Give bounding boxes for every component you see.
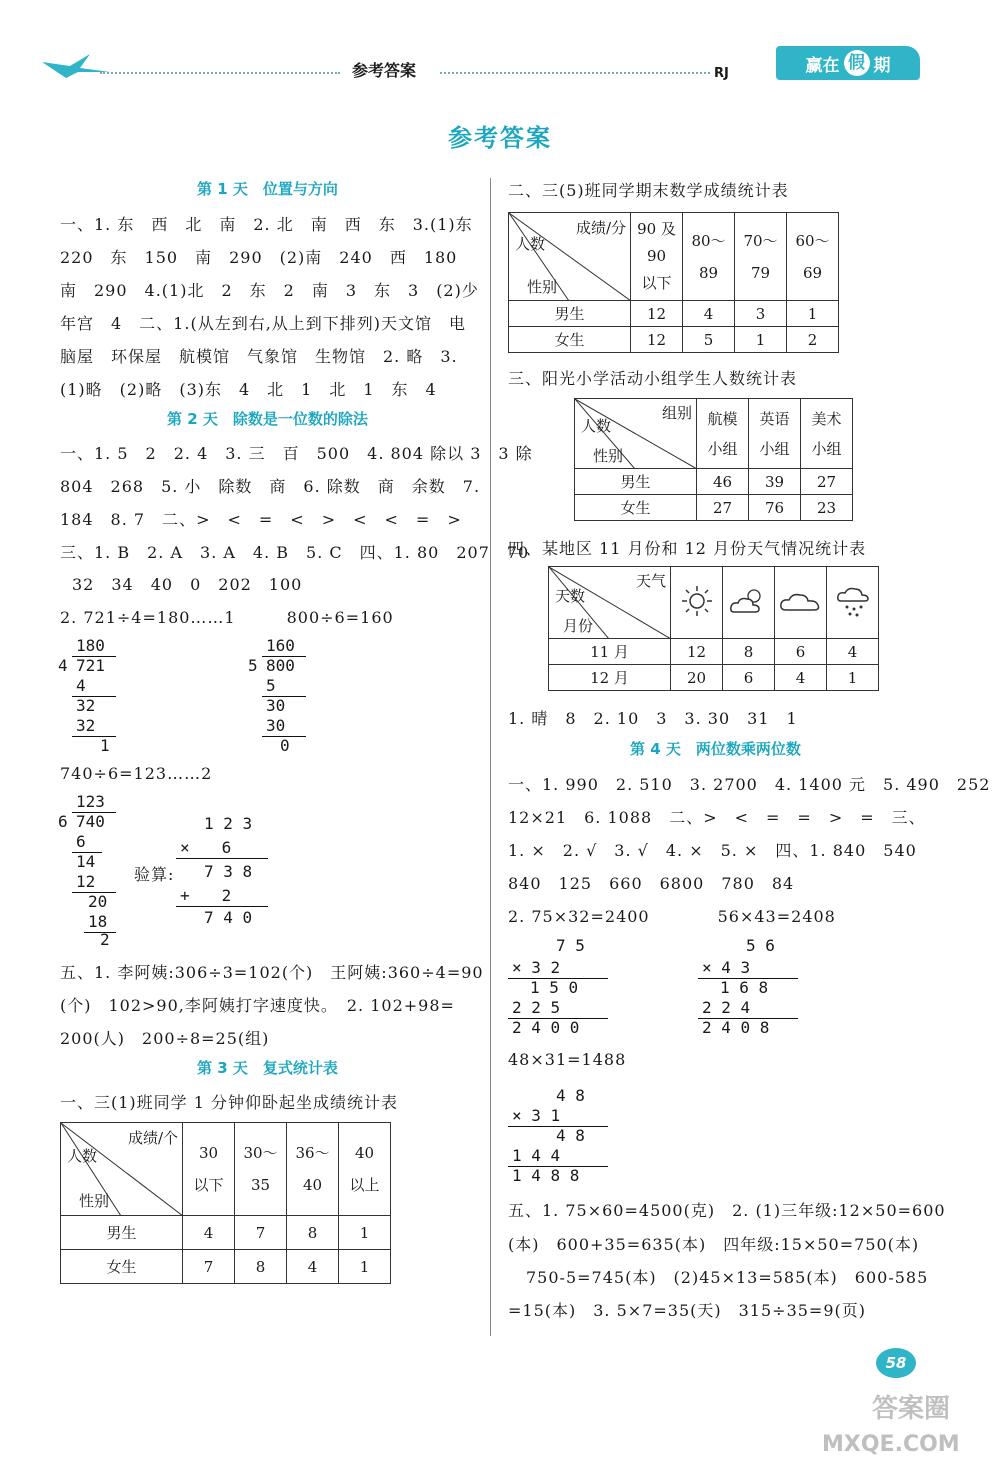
day1-line: (1)略 (2)略 (3)东 4 北 1 北 1 东 4 <box>60 380 437 399</box>
day2-p5-line: 200(人) 200÷8=25(组) <box>60 1029 270 1048</box>
col-header: 90 及 90 以下 <box>631 213 683 301</box>
cell: 8 <box>723 639 775 665</box>
table-row <box>575 469 853 495</box>
day1-line: 一、1. 东 西 北 南 2. 北 南 西 东 3.(1)东 <box>60 215 473 234</box>
diag-top: 天气 <box>635 572 666 590</box>
cell: 6 <box>723 665 775 691</box>
mult-line: 1 4 4 <box>512 1146 561 1165</box>
diag-mid: 天数 <box>555 587 586 605</box>
cell: 12 <box>631 327 683 353</box>
header-rule-left <box>100 72 340 74</box>
table-row <box>509 301 839 327</box>
page-title: 参考答案 <box>448 124 552 152</box>
day4-line: 12×21 6. 1088 二、> < = = > = 三、 <box>508 808 926 827</box>
division-step: 12 <box>76 872 96 891</box>
col-header: 30～ 35 <box>235 1123 287 1216</box>
watermark-url: MXQE.COM <box>822 1432 960 1457</box>
mult-line: × 3 1 <box>512 1106 561 1125</box>
check-line: 1 2 3 <box>204 814 253 833</box>
cell: 4 <box>683 301 735 327</box>
mult-line: 2 2 5 <box>512 998 561 1017</box>
cell: 39 <box>749 469 801 495</box>
cell: 8 <box>287 1216 339 1250</box>
cell: 27 <box>801 469 853 495</box>
table1-situps <box>60 1122 391 1284</box>
day4-p5-line: 五、1. 75×60=4500(克) 2. (1)三年级:12×50=600 <box>508 1201 946 1220</box>
table-row <box>549 665 879 691</box>
cell: 4 <box>775 665 827 691</box>
col-header: 60～ 69 <box>787 213 839 301</box>
cell: 4 <box>827 639 879 665</box>
day2-line: 三、1. B 2. A 3. A 4. B 5. C 四、1. 80 207 70 <box>60 543 530 562</box>
table3-activity-groups <box>574 398 853 521</box>
day4-p5-line: (本) 600+35=635(本) 四年级:15×50=750(本) <box>508 1235 920 1254</box>
day2-p5-line: 五、1. 李阿姨:306÷3=102(个) 王阿姨:360÷4=90 <box>60 963 484 982</box>
division-dividend: 800 <box>266 656 295 675</box>
table-row <box>509 327 839 353</box>
edition-label: RJ <box>714 66 729 81</box>
table4-title: 四、某地区 11 月份和 12 月份天气情况统计表 <box>508 539 867 558</box>
col-header: 英语 小组 <box>749 399 801 469</box>
header-title: 参考答案 <box>352 61 417 80</box>
division-step: 6 <box>76 832 86 851</box>
cell: 12 <box>671 639 723 665</box>
bird-logo-icon <box>40 48 120 80</box>
column-divider <box>490 178 491 1336</box>
row-label: 男生 <box>509 301 631 327</box>
col-header: 30 以下 <box>183 1123 235 1216</box>
check-line: 7 3 8 <box>204 862 253 881</box>
mult-equation: 48×31=1488 <box>508 1050 627 1069</box>
day4-line: 840 125 660 6800 780 84 <box>508 874 795 893</box>
cell: 4 <box>183 1216 235 1250</box>
table-row <box>61 1216 391 1250</box>
cell: 7 <box>183 1250 235 1284</box>
cell: 76 <box>749 495 801 521</box>
row-label: 女生 <box>509 327 631 353</box>
day4-heading: 第 4 天 两位数乘两位数 <box>630 740 801 758</box>
table1-title: 一、三(1)班同学 1 分钟仰卧起坐成绩统计表 <box>60 1093 399 1112</box>
brand-badge: 赢在 假 期 <box>776 46 920 80</box>
diag-mid: 人数 <box>67 1147 98 1165</box>
diag-mid: 人数 <box>581 417 612 435</box>
sunny-icon <box>671 567 723 639</box>
division-quotient: 180 <box>76 636 105 655</box>
division-step: 30 <box>266 716 286 735</box>
cell: 27 <box>697 495 749 521</box>
col-header: 36～ 40 <box>287 1123 339 1216</box>
table4-answer: 1. 晴 8 2. 10 3 3. 30 31 1 <box>508 709 798 728</box>
day1-line: 脑屋 环保屋 航模馆 气象馆 生物馆 2. 略 3. <box>60 347 458 366</box>
mult-line: 1 4 8 8 <box>512 1166 580 1185</box>
partly-cloudy-icon <box>723 567 775 639</box>
day2-line: 184 8. 7 二、> < = < > < < = > <box>60 510 462 529</box>
col-header: 70～ 79 <box>735 213 787 301</box>
cell: 20 <box>671 665 723 691</box>
division-quotient: 160 <box>266 636 295 655</box>
division-step: 18 <box>88 912 108 931</box>
row-label: 12 月 <box>549 665 671 691</box>
cell: 23 <box>801 495 853 521</box>
day2-line: 32 34 40 0 202 100 <box>72 575 303 594</box>
cell: 1 <box>787 301 839 327</box>
cloudy-icon <box>775 567 827 639</box>
day1-line: 年宫 4 二、1.(从左到右,从上到下排列)天文馆 电 <box>60 314 467 333</box>
day1-line: 南 290 4.(1)北 2 东 2 南 3 东 3 (2)少 <box>60 281 479 300</box>
cell: 6 <box>775 639 827 665</box>
division-quotient: 123 <box>76 792 105 811</box>
check-bar <box>176 858 268 859</box>
cell: 12 <box>631 301 683 327</box>
day2-line: 2. 721÷4=180……1 800÷6=160 <box>60 608 394 627</box>
cell: 46 <box>697 469 749 495</box>
day2-line: 一、1. 5 2 2. 4 3. 三 百 500 4. 804 除以 3 3 除 <box>60 444 533 463</box>
check-label: 验算: <box>134 865 175 884</box>
mult-line: 7 5 <box>540 936 585 955</box>
division-step: 30 <box>266 696 286 715</box>
table2-diagonal-header <box>509 213 631 301</box>
cell: 1 <box>339 1250 391 1284</box>
table2-title: 二、三(5)班同学期末数学成绩统计表 <box>508 181 789 200</box>
day2-p5-line: (个) 102>90,李阿姨打字速度快。 2. 102+98= <box>60 996 455 1015</box>
cell: 1 <box>827 665 879 691</box>
division-divisor: 5 <box>248 656 258 675</box>
division-step: 1 <box>100 736 110 755</box>
division-divisor: 6 <box>58 812 68 831</box>
col-header: 40 以上 <box>339 1123 391 1216</box>
division-step: 0 <box>280 736 290 755</box>
mult-line: 2 4 0 8 <box>702 1018 770 1037</box>
check-line: × 6 <box>180 838 232 857</box>
check-line: + 2 <box>180 886 232 905</box>
division-dividend: 740 <box>76 812 105 831</box>
day1-line: 220 东 150 南 290 (2)南 240 西 180 <box>60 248 458 267</box>
day4-line: 1. × 2. √ 3. √ 4. × 5. × 四、1. 840 540 <box>508 841 917 860</box>
day4-line: 一、1. 990 2. 510 3. 2700 4. 1400 元 5. 490 252 <box>508 775 991 794</box>
division-step: 5 <box>266 676 276 695</box>
division-step: 32 <box>76 696 96 715</box>
day2-line: 804 268 5. 小 除数 商 6. 除数 商 余数 7. <box>60 477 481 496</box>
cell: 1 <box>735 327 787 353</box>
diag-bottom: 性别 <box>527 278 558 296</box>
table3-diagonal-header <box>575 399 697 469</box>
header-rule-right <box>440 72 710 74</box>
row-label: 男生 <box>575 469 697 495</box>
rain-icon <box>827 567 879 639</box>
diag-bottom: 性别 <box>79 1192 110 1210</box>
day4-line: 2. 75×32=2400 56×43=2408 <box>508 907 836 926</box>
day2-heading: 第 2 天 除数是一位数的除法 <box>167 410 368 428</box>
division-step: 32 <box>76 716 96 735</box>
mult-line: × 4 3 <box>702 958 751 977</box>
day4-p5-line: 750-5=745(本) (2)45×13=585(本) 600-585 <box>526 1268 929 1287</box>
check-line: 7 4 0 <box>204 908 253 927</box>
day4-p5-line: =15(本) 3. 5×7=35(天) 315÷35=9(页) <box>508 1301 866 1320</box>
cell: 3 <box>735 301 787 327</box>
diag-bottom: 月份 <box>563 617 594 635</box>
cell: 2 <box>787 327 839 353</box>
table4-diagonal-header <box>549 567 671 639</box>
diag-mid: 人数 <box>515 235 546 253</box>
division-step: 2 <box>100 930 110 949</box>
diag-top: 组别 <box>661 404 692 422</box>
table4-weather <box>548 566 879 691</box>
mult-line: 4 8 <box>540 1126 585 1145</box>
row-label: 男生 <box>61 1216 183 1250</box>
mult-line: 2 2 4 <box>702 998 751 1017</box>
table-row <box>575 495 853 521</box>
mult-line: × 3 2 <box>512 958 561 977</box>
mult-line: 4 8 <box>540 1086 585 1105</box>
division-step: 20 <box>88 892 108 911</box>
row-label: 女生 <box>61 1250 183 1284</box>
col-header: 美术 小组 <box>801 399 853 469</box>
table-row <box>549 639 879 665</box>
mult-line: 5 6 <box>730 936 775 955</box>
mult-line: 1 6 8 <box>720 978 769 997</box>
cell: 7 <box>235 1216 287 1250</box>
day3-heading: 第 3 天 复式统计表 <box>197 1059 338 1077</box>
table2-math-scores <box>508 212 839 353</box>
day1-heading: 第 1 天 位置与方向 <box>197 180 338 198</box>
page-number: 58 <box>876 1348 916 1378</box>
row-label: 11 月 <box>549 639 671 665</box>
division-equation: 740÷6=123……2 <box>60 764 213 783</box>
diag-top: 成绩/分 <box>575 219 626 237</box>
table-row <box>61 1250 391 1284</box>
cell: 1 <box>339 1216 391 1250</box>
division-step: 4 <box>76 676 86 695</box>
mult-line: 1 5 0 <box>530 978 579 997</box>
col-header: 80～ 89 <box>683 213 735 301</box>
table3-title: 三、阳光小学活动小组学生人数统计表 <box>508 369 798 388</box>
division-divisor: 4 <box>58 656 68 675</box>
watermark-text: 答案圈 <box>872 1394 951 1424</box>
table1-diagonal-header <box>61 1123 183 1216</box>
diag-bottom: 性别 <box>593 447 624 465</box>
row-label: 女生 <box>575 495 697 521</box>
division-step: 14 <box>76 852 96 871</box>
mult-line: 2 4 0 0 <box>512 1018 580 1037</box>
diag-top: 成绩/个 <box>127 1129 178 1147</box>
cell: 4 <box>287 1250 339 1284</box>
cell: 5 <box>683 327 735 353</box>
col-header: 航模 小组 <box>697 399 749 469</box>
cell: 8 <box>235 1250 287 1284</box>
check-bar <box>176 906 268 907</box>
division-dividend: 721 <box>76 656 105 675</box>
